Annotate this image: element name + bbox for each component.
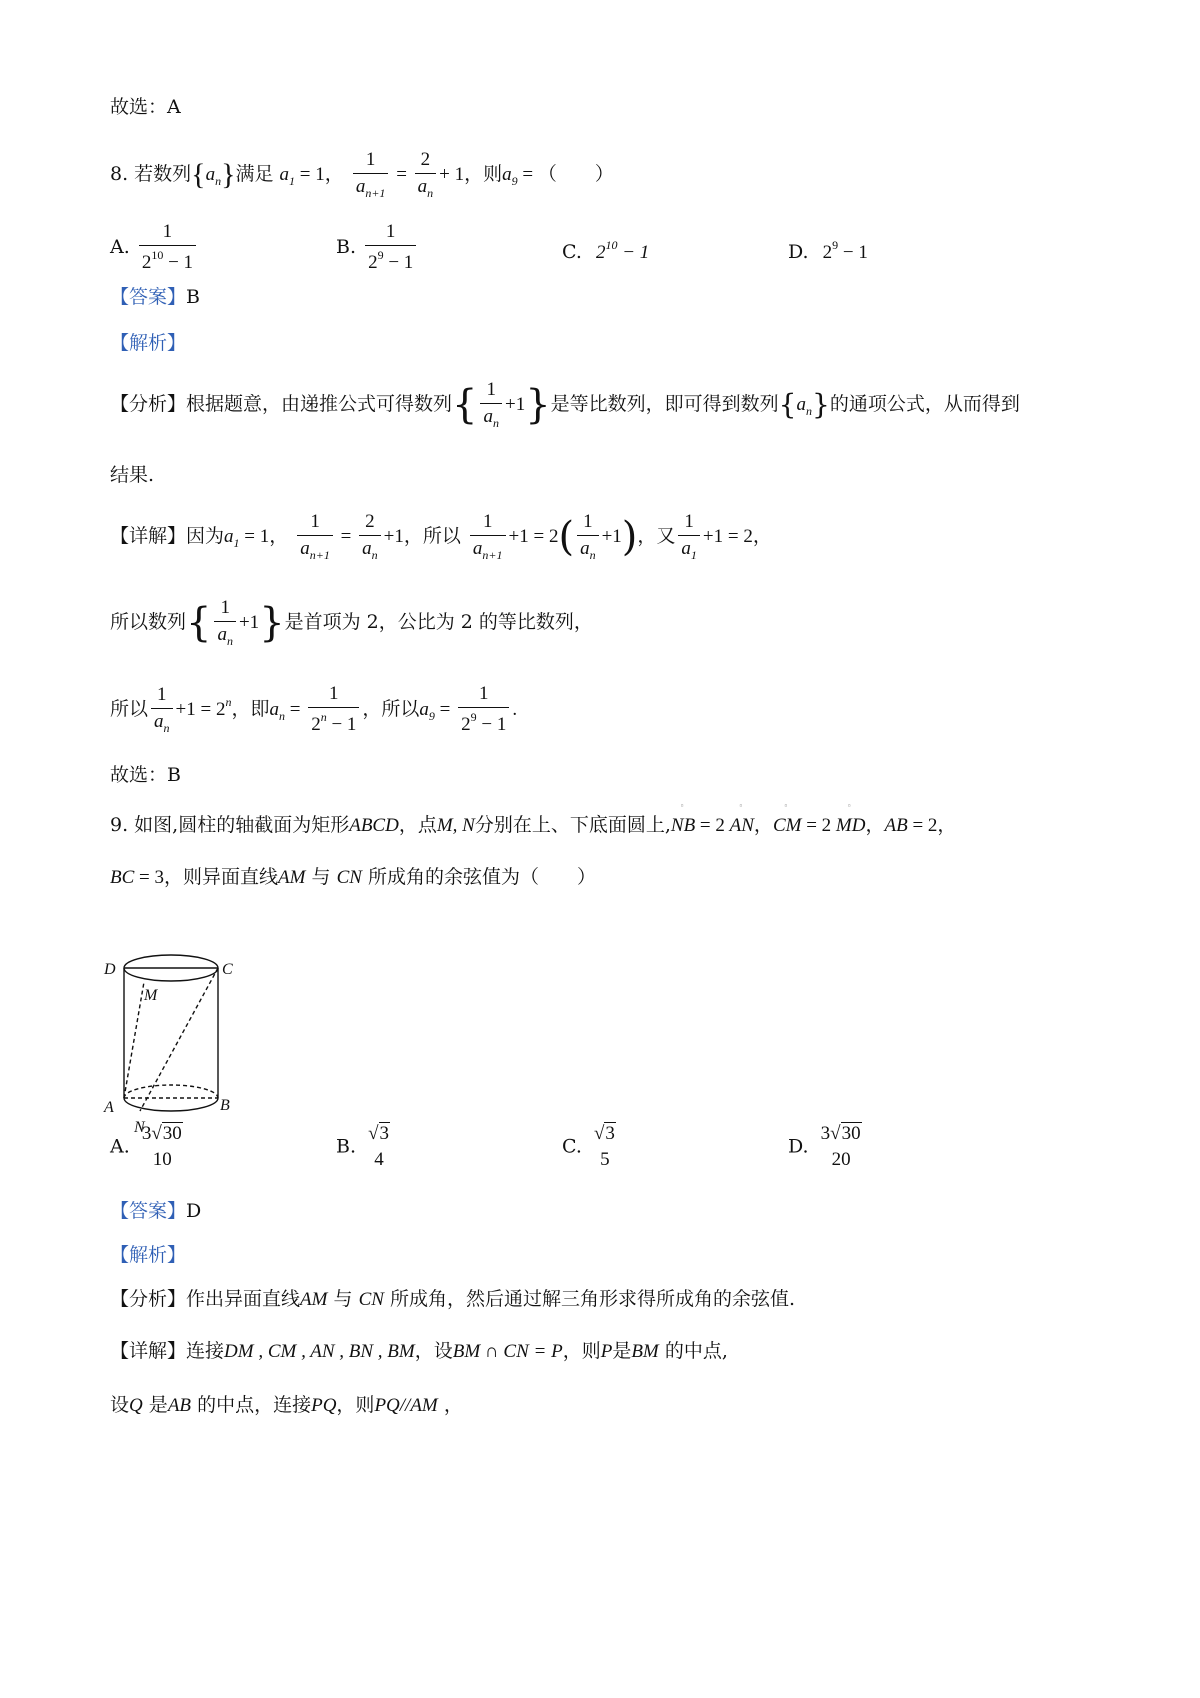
q9-answer: 【答案】D (110, 1200, 202, 1222)
q8-xiangjie-1: 【详解】因为$a_1 = 1$， $\frac{1}{a_{n+1}}$ = $\frac{2}{a_n}$ +1，所以 $\frac{1}{a_{n+1}}$ +1 = 2( $\frac{1}{a_n}$ +1)，又 $\frac{1}{a_1}$ +1 = 2， (110, 511, 772, 562)
q9-fenxi: 【分析】作出异面直线AM 与 CN 所成角，然后通过解三角形求得所成角的余弦值. (110, 1288, 796, 1310)
bottom-base-back (124, 1085, 218, 1098)
q8-xiangjie-2: 所以数列{ $\frac{1}{a_n}$ +1}是首项为 2，公比为 2 的等比数列， (110, 597, 593, 648)
q8-option-b: B. $\frac{1}{2^9 - 1}$ (336, 222, 419, 274)
q8-fenxi: 【分析】根据题意，由递推公式可得数列{ $\frac{1}{a_n}$ +1}是等比数列，即可得到数列$\{a_n\}$的通项公式，从而得到 (110, 379, 1020, 430)
q8-analysis-header: 【解析】 (110, 332, 187, 354)
q8-xiangjie-3: 所以 $\frac{1}{a_n}$ $+1 = 2^n$，即$a_n$ = $\frac{1}{2^n - 1}$ ，所以$a_9$ = $\frac{1}{2^9 - 1}$ . (110, 683, 518, 735)
bottom-base-front (124, 1098, 218, 1111)
q9-option-b: B. √3 4 (336, 1123, 389, 1170)
label-n: N (134, 1119, 145, 1136)
label-a: A (104, 1099, 114, 1116)
q9-option-c: C. √3 5 (562, 1123, 615, 1170)
segment-am (124, 982, 144, 1098)
q8-option-a: A. $\frac{1}{2^{10} - 1}$ (110, 222, 199, 274)
q9-analysis-header: 【解析】 (110, 1244, 187, 1266)
label-b: B (220, 1097, 230, 1114)
q8-option-c: C. $2^{10} - 1$ (562, 238, 650, 263)
q8-answer: 【答案】B (110, 286, 200, 308)
q9-xiangjie-2: 设Q 是AB 的中点，连接PQ，则PQ//AM ， (110, 1394, 463, 1416)
q8-conclusion: 故选：B (110, 764, 181, 786)
q9-xiangjie-1: 【详解】连接DM , CM , AN , BN , BM，设BM ∩ CN = P，则P是BM 的中点, (110, 1340, 728, 1362)
q8-stem: 8. 若数列$\{a_n\}$满足 $a_1 = 1$， $\frac{1}{a_{n+1}}$ = $\frac{2}{a_n}$ + 1，则$a_9$ = （ ） (110, 149, 614, 200)
q9-stem-2: BC = 3，则异面直线AM 与 CN 所成角的余弦值为（ ） (110, 866, 596, 888)
q8-option-d: D. $2^9 - 1$ (788, 238, 868, 263)
label-m: M (144, 987, 158, 1004)
label-d: D (104, 961, 116, 978)
q9-option-d: D. 3√30 20 (788, 1123, 861, 1170)
q9-stem-1: 9. 如图,圆柱的轴截面为矩形ABCD，点M, N分别在上、下底面圆上, ▫ NB = 2 ▫ AN， ▫ CM = 2 ▫ MD，AB = 2， (110, 801, 957, 836)
cylinder-figure (104, 904, 244, 1136)
label-c: C (222, 961, 233, 978)
q9-option-a: A. 3√30 10 (110, 1123, 182, 1170)
q7-conclusion: 故选：A (110, 96, 181, 118)
q8-fenxi-end: 结果. (110, 464, 155, 486)
